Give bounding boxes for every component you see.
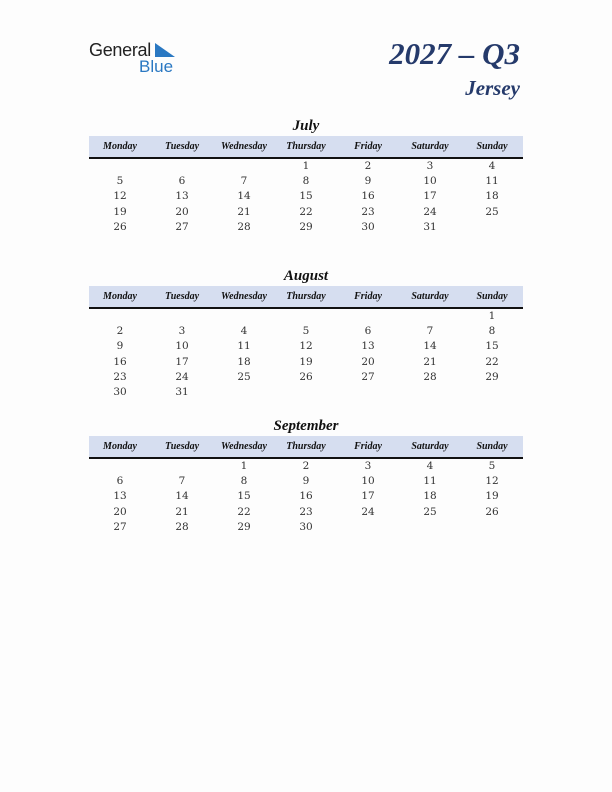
weekday-thursday: Thursday <box>286 291 326 302</box>
day-cell: 16 <box>361 190 375 203</box>
month-september <box>89 416 523 535</box>
weekday-header <box>89 136 523 159</box>
day-cell: 14 <box>175 490 189 503</box>
day-cell: 27 <box>113 520 127 533</box>
day-cell: 11 <box>423 475 437 488</box>
day-cell: 19 <box>299 355 313 368</box>
day-cell: 30 <box>113 385 127 398</box>
day-cell: 5 <box>116 175 124 188</box>
day-cell: 6 <box>364 325 372 338</box>
day-cell: 26 <box>113 220 127 233</box>
weekday-monday: Monday <box>103 291 137 302</box>
day-cell: 17 <box>361 490 375 503</box>
day-cell: 5 <box>302 325 310 338</box>
day-cell <box>89 459 151 474</box>
day-cell <box>89 309 151 324</box>
week-row <box>89 220 523 235</box>
week-row <box>89 370 523 385</box>
day-cell: 13 <box>113 490 127 503</box>
day-cell: 28 <box>423 370 437 383</box>
day-cell: 2 <box>302 460 310 472</box>
week-row <box>89 309 523 324</box>
day-cell: 18 <box>485 190 499 203</box>
day-cell: 31 <box>423 220 437 233</box>
day-cell: 15 <box>485 340 499 353</box>
day-cell: 8 <box>488 325 496 338</box>
page-title: 2027 – Q3 <box>389 36 520 71</box>
logo-blue-text: Blue <box>139 57 174 76</box>
week-row <box>89 474 523 489</box>
day-cell: 29 <box>237 520 251 533</box>
day-cell: 11 <box>485 175 499 188</box>
day-cell: 20 <box>175 205 189 218</box>
day-cell <box>89 159 151 174</box>
day-cell: 1 <box>302 160 310 172</box>
week-row <box>89 489 523 504</box>
day-cell: 23 <box>113 370 127 383</box>
day-cell: 14 <box>237 190 251 203</box>
weekday-tuesday: Tuesday <box>164 441 200 452</box>
week-row <box>89 505 523 520</box>
day-cell: 9 <box>364 175 372 188</box>
day-cell: 11 <box>237 340 251 353</box>
day-cell: 9 <box>302 475 310 488</box>
day-cell: 23 <box>299 505 313 518</box>
day-cell: 22 <box>237 505 251 518</box>
month-july <box>89 116 523 235</box>
day-cell: 28 <box>175 520 189 533</box>
month-title: September <box>273 418 339 434</box>
weekday-wednesday: Wednesday <box>221 441 267 452</box>
day-cell <box>399 385 461 400</box>
day-cell: 10 <box>423 175 437 188</box>
day-cell <box>151 459 213 474</box>
page-subtitle: Jersey <box>465 76 520 100</box>
day-cell: 24 <box>361 505 375 518</box>
day-cell: 13 <box>175 190 189 203</box>
weekday-friday: Friday <box>354 441 382 452</box>
week-row <box>89 159 523 174</box>
day-cell: 6 <box>116 475 124 488</box>
weekday-sunday: Sunday <box>476 291 508 302</box>
day-cell <box>461 220 523 235</box>
weekday-header <box>89 436 523 459</box>
day-cell: 29 <box>485 370 499 383</box>
day-cell: 30 <box>361 220 375 233</box>
day-cell: 3 <box>364 460 372 472</box>
day-cell: 2 <box>364 160 372 172</box>
day-cell: 3 <box>178 325 186 338</box>
weekday-saturday: Saturday <box>411 441 449 452</box>
week-row <box>89 520 523 535</box>
day-cell: 7 <box>178 475 186 488</box>
day-cell: 21 <box>237 205 251 218</box>
day-cell: 19 <box>485 490 499 503</box>
day-cell: 4 <box>240 325 248 338</box>
day-cell: 22 <box>299 205 313 218</box>
day-cell: 29 <box>299 220 313 233</box>
day-cell <box>275 385 337 400</box>
day-cell: 27 <box>175 220 189 233</box>
day-cell <box>213 159 275 174</box>
weekday-tuesday: Tuesday <box>164 141 200 152</box>
day-cell: 4 <box>426 460 434 472</box>
day-cell: 19 <box>113 205 127 218</box>
day-cell <box>337 520 399 535</box>
day-cell: 8 <box>240 475 248 488</box>
day-cell: 4 <box>488 160 496 172</box>
day-cell: 26 <box>299 370 313 383</box>
day-cell <box>275 309 337 324</box>
weekday-sunday: Sunday <box>476 441 508 452</box>
day-cell: 7 <box>426 325 434 338</box>
day-cell <box>461 520 523 535</box>
weekday-saturday: Saturday <box>411 291 449 302</box>
day-cell: 10 <box>175 340 189 353</box>
day-cell: 24 <box>423 205 437 218</box>
weekday-wednesday: Wednesday <box>221 141 267 152</box>
day-cell: 16 <box>113 355 127 368</box>
weekday-sunday: Sunday <box>476 141 508 152</box>
day-cell: 12 <box>113 190 127 203</box>
day-cell: 31 <box>175 385 189 398</box>
day-cell: 23 <box>361 205 375 218</box>
week-row <box>89 385 523 400</box>
weekday-wednesday: Wednesday <box>221 291 267 302</box>
day-cell: 1 <box>488 310 496 322</box>
day-cell: 27 <box>361 370 375 383</box>
day-cell: 12 <box>299 340 313 353</box>
day-cell: 5 <box>488 460 496 472</box>
day-cell: 17 <box>423 190 437 203</box>
month-title: August <box>283 268 329 284</box>
weekday-friday: Friday <box>354 141 382 152</box>
day-cell <box>151 159 213 174</box>
day-cell: 3 <box>426 160 434 172</box>
week-row <box>89 324 523 339</box>
day-cell <box>213 309 275 324</box>
day-cell: 22 <box>485 355 499 368</box>
day-cell: 9 <box>116 340 124 353</box>
month-august <box>89 266 523 400</box>
day-cell: 25 <box>237 370 251 383</box>
logo-triangle-icon <box>155 43 175 57</box>
day-cell: 1 <box>240 460 248 472</box>
day-cell: 24 <box>175 370 189 383</box>
day-cell: 2 <box>116 325 124 338</box>
weekday-friday: Friday <box>354 291 382 302</box>
day-cell: 25 <box>423 505 437 518</box>
week-row <box>89 339 523 354</box>
day-cell: 18 <box>423 490 437 503</box>
day-cell: 21 <box>423 355 437 368</box>
week-row <box>89 459 523 474</box>
day-cell: 20 <box>361 355 375 368</box>
day-cell: 10 <box>361 475 375 488</box>
week-row <box>89 189 523 204</box>
day-cell: 30 <box>299 520 313 533</box>
logo-general-text: General <box>89 40 151 60</box>
day-cell: 26 <box>485 505 499 518</box>
logo <box>89 40 189 76</box>
day-cell <box>151 309 213 324</box>
day-cell <box>213 385 275 400</box>
day-cell <box>337 309 399 324</box>
day-cell: 8 <box>302 175 310 188</box>
day-cell: 21 <box>175 505 189 518</box>
day-cell: 16 <box>299 490 313 503</box>
day-cell: 28 <box>237 220 251 233</box>
week-row <box>89 174 523 189</box>
day-cell: 20 <box>113 505 127 518</box>
day-cell: 17 <box>175 355 189 368</box>
weekday-thursday: Thursday <box>286 141 326 152</box>
weekday-header <box>89 286 523 309</box>
day-cell: 18 <box>237 355 251 368</box>
day-cell <box>399 309 461 324</box>
day-cell: 15 <box>299 190 313 203</box>
day-cell: 15 <box>237 490 251 503</box>
week-row <box>89 205 523 220</box>
day-cell: 25 <box>485 205 499 218</box>
day-cell <box>399 520 461 535</box>
day-cell: 7 <box>240 175 248 188</box>
month-title: July <box>292 118 320 134</box>
day-cell: 14 <box>423 340 437 353</box>
weekday-tuesday: Tuesday <box>164 291 200 302</box>
week-row <box>89 355 523 370</box>
day-cell: 12 <box>485 475 499 488</box>
weekday-saturday: Saturday <box>411 141 449 152</box>
weekday-monday: Monday <box>103 141 137 152</box>
day-cell: 6 <box>178 175 186 188</box>
weekday-monday: Monday <box>103 441 137 452</box>
day-cell <box>337 385 399 400</box>
weekday-thursday: Thursday <box>286 441 326 452</box>
day-cell <box>461 385 523 400</box>
day-cell: 13 <box>361 340 375 353</box>
